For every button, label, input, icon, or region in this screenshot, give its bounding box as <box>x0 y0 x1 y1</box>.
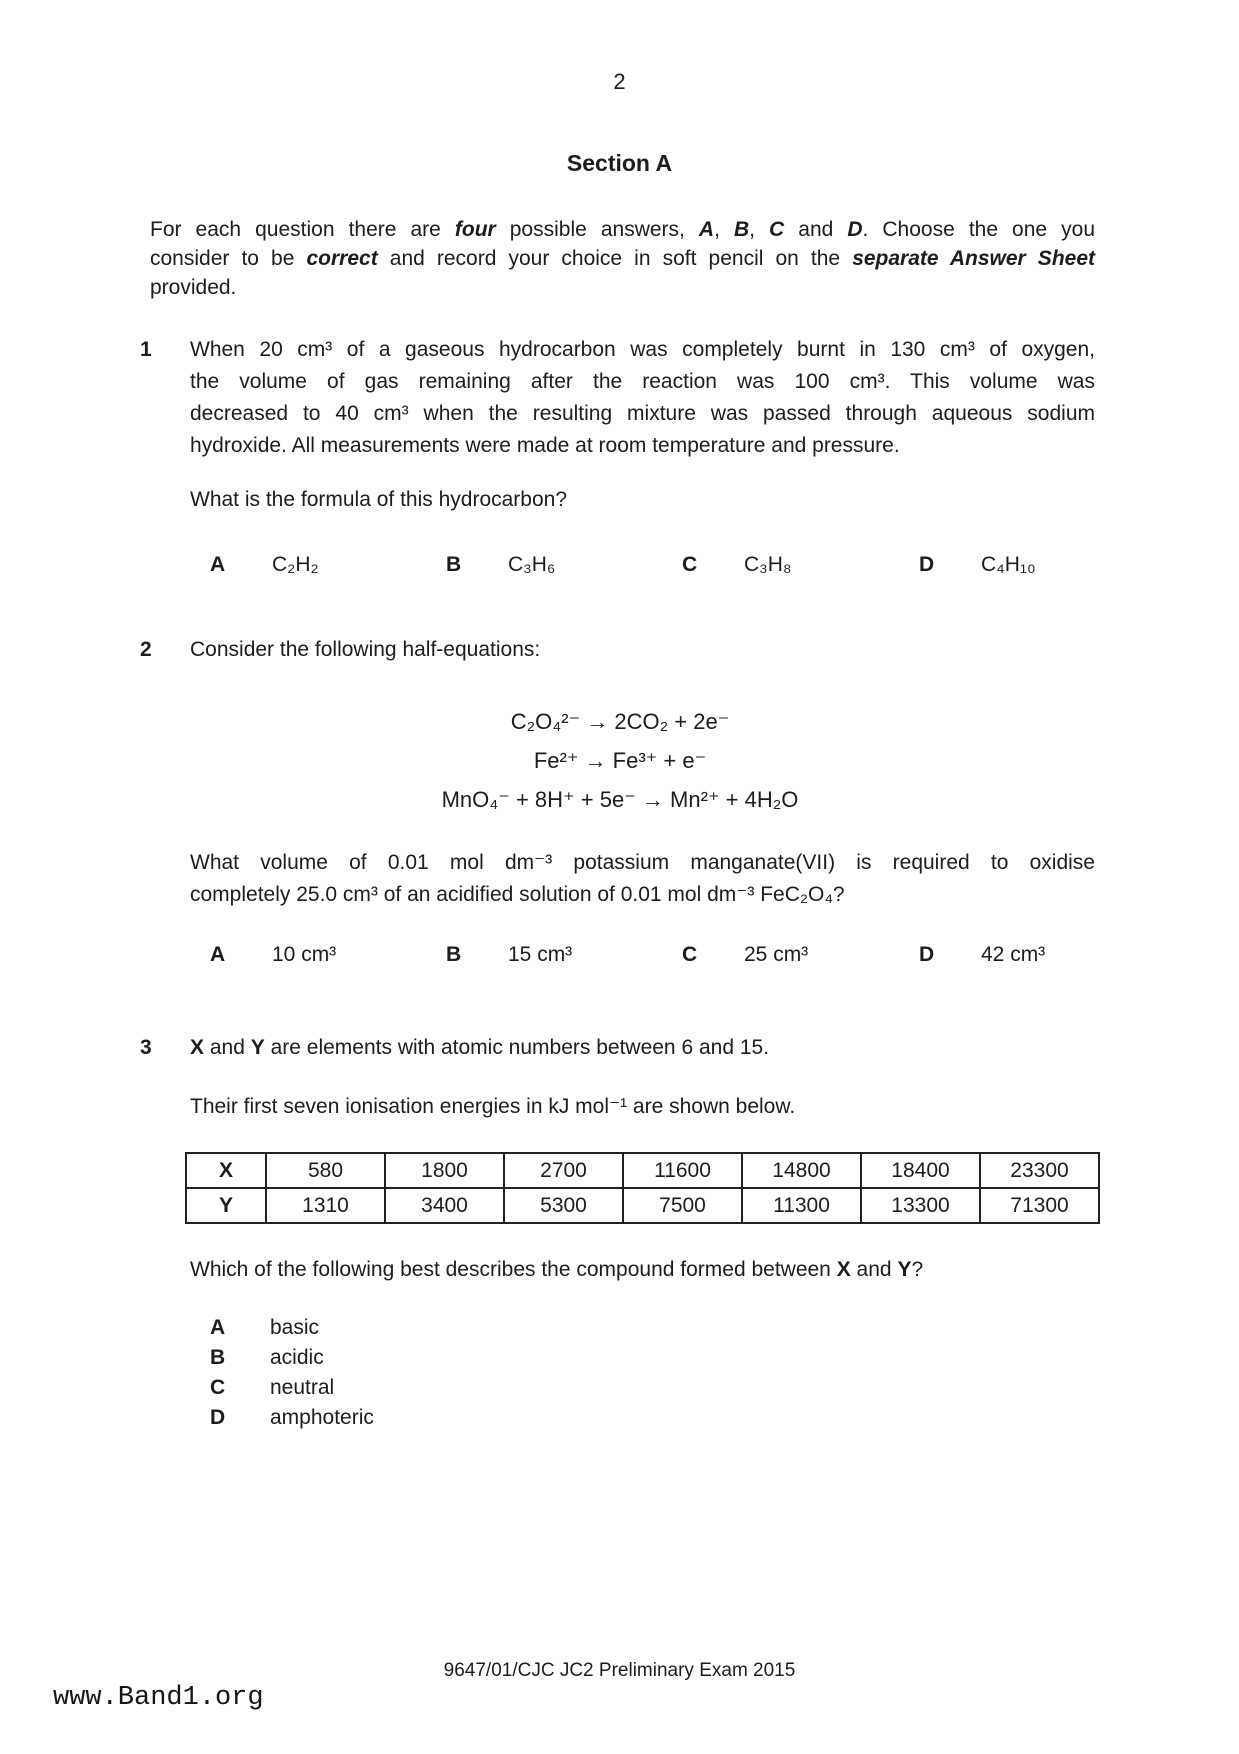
q1-body <box>190 334 1095 462</box>
q1-option-letter-a: A <box>210 553 226 576</box>
q2-option-value-c: 25 cm³ <box>744 943 809 966</box>
table-cell: 71300 <box>980 1188 1099 1223</box>
q1-option-letter-c: C <box>682 553 698 576</box>
table-cell: 580 <box>266 1153 385 1188</box>
q3-option-d <box>190 1403 690 1433</box>
q2-option-value-b: 15 cm³ <box>508 943 573 966</box>
band1-watermark: www.Band1.org <box>53 1683 264 1713</box>
table-row-y <box>186 1188 1099 1223</box>
q3-option-value-b: acidic <box>270 1346 324 1369</box>
table-cell: 14800 <box>742 1153 861 1188</box>
page-number: 2 <box>613 69 626 94</box>
q3-option-a <box>190 1313 690 1343</box>
q3-options-list <box>190 1313 690 1433</box>
q2-number: 2 <box>140 638 152 661</box>
q3-number: 3 <box>140 1036 152 1059</box>
q3-option-letter-a: A <box>210 1316 226 1339</box>
q1-option-letter-d: D <box>919 553 935 576</box>
instructions-line: consider to be correct and record your choice in soft pencil on the separate Answer Sheet <box>150 247 1095 270</box>
q3-option-b <box>190 1343 690 1373</box>
q1-prompt: What is the formula of this hydrocarbon? <box>190 488 568 511</box>
table-cell: 5300 <box>504 1188 623 1223</box>
instructions <box>150 215 1095 302</box>
half-equation-1: C₂O₄²⁻ → 2CO₂ + 2e⁻ <box>510 709 730 734</box>
q2-options-row <box>190 939 1095 971</box>
q3-option-value-a: basic <box>270 1316 320 1339</box>
q1-option-value-d: C₄H₁₀ <box>981 553 1036 576</box>
instructions-line: For each question there are four possible answers, A, B, C and D. Choose the one you <box>150 218 1095 241</box>
table-cell: 18400 <box>861 1153 980 1188</box>
q1-options-row <box>190 549 1095 581</box>
table-row-header-x: X <box>186 1153 266 1188</box>
table-cell: 7500 <box>623 1188 742 1223</box>
half-equation-2: Fe²⁺ → Fe³⁺ + e⁻ <box>533 748 707 773</box>
q1-body-line: When 20 cm³ of a gaseous hydrocarbon was completely burnt in 130 cm³ of oxygen, <box>190 338 1095 361</box>
q2-body <box>190 847 1095 911</box>
table-cell: 11300 <box>742 1188 861 1223</box>
q2-body-line: What volume of 0.01 mol dm⁻³ potassium manganate(VII) is required to oxidise <box>190 851 1095 874</box>
table-cell: 2700 <box>504 1153 623 1188</box>
q3-line2: Their first seven ionisation energies in kJ mol⁻¹ are shown below. <box>190 1095 796 1118</box>
q1-number: 1 <box>140 338 152 361</box>
ionisation-energy-table <box>185 1152 1100 1224</box>
half-equations <box>188 702 1052 819</box>
table-cell: 11600 <box>623 1153 742 1188</box>
q1-body-line: hydroxide. All measurements were made at room temperature and pressure. <box>190 434 900 457</box>
table-cell: 1800 <box>385 1153 504 1188</box>
q3-option-letter-c: C <box>210 1376 226 1399</box>
q3-option-letter-d: D <box>210 1406 226 1429</box>
table-cell: 23300 <box>980 1153 1099 1188</box>
q3-option-letter-b: B <box>210 1346 226 1369</box>
table-row-x <box>186 1153 1099 1188</box>
q2-intro: Consider the following half-equations: <box>190 638 541 661</box>
half-equation-3: MnO₄⁻ + 8H⁺ + 5e⁻ → Mn²⁺ + 4H₂O <box>441 787 799 812</box>
q2-option-letter-b: B <box>446 943 462 966</box>
table-row-header-y: Y <box>186 1188 266 1223</box>
q2-body-line: completely 25.0 cm³ of an acidified solution of 0.01 mol dm⁻³ FeC₂O₄? <box>190 883 845 906</box>
q2-option-value-a: 10 cm³ <box>272 943 337 966</box>
section-heading: Section A <box>566 150 673 176</box>
table-cell: 1310 <box>266 1188 385 1223</box>
footer-exam-code: 9647/01/CJC JC2 Preliminary Exam 2015 <box>443 1660 796 1681</box>
q2-option-value-d: 42 cm³ <box>981 943 1046 966</box>
q3-prompt: Which of the following best describes the compound formed between X and Y? <box>190 1258 924 1281</box>
q1-option-value-c: C₃H₈ <box>744 553 792 576</box>
q2-option-letter-c: C <box>682 943 698 966</box>
q1-body-line: the volume of gas remaining after the reaction was 100 cm³. This volume was <box>190 370 1095 393</box>
q1-option-value-b: C₃H₆ <box>508 553 556 576</box>
q3-option-value-d: amphoteric <box>270 1406 374 1429</box>
q3-option-c <box>190 1373 690 1403</box>
q1-body-line: decreased to 40 cm³ when the resulting mixture was passed through aqueous sodium <box>190 402 1095 425</box>
q1-option-letter-b: B <box>446 553 462 576</box>
table-cell: 13300 <box>861 1188 980 1223</box>
q3-line1: X and Y are elements with atomic numbers between 6 and 15. <box>190 1036 770 1059</box>
q2-option-letter-d: D <box>919 943 935 966</box>
instructions-line: provided. <box>150 276 237 299</box>
q1-option-value-a: C₂H₂ <box>272 553 319 576</box>
table-cell: 3400 <box>385 1188 504 1223</box>
q2-option-letter-a: A <box>210 943 226 966</box>
q3-option-value-c: neutral <box>270 1376 335 1399</box>
